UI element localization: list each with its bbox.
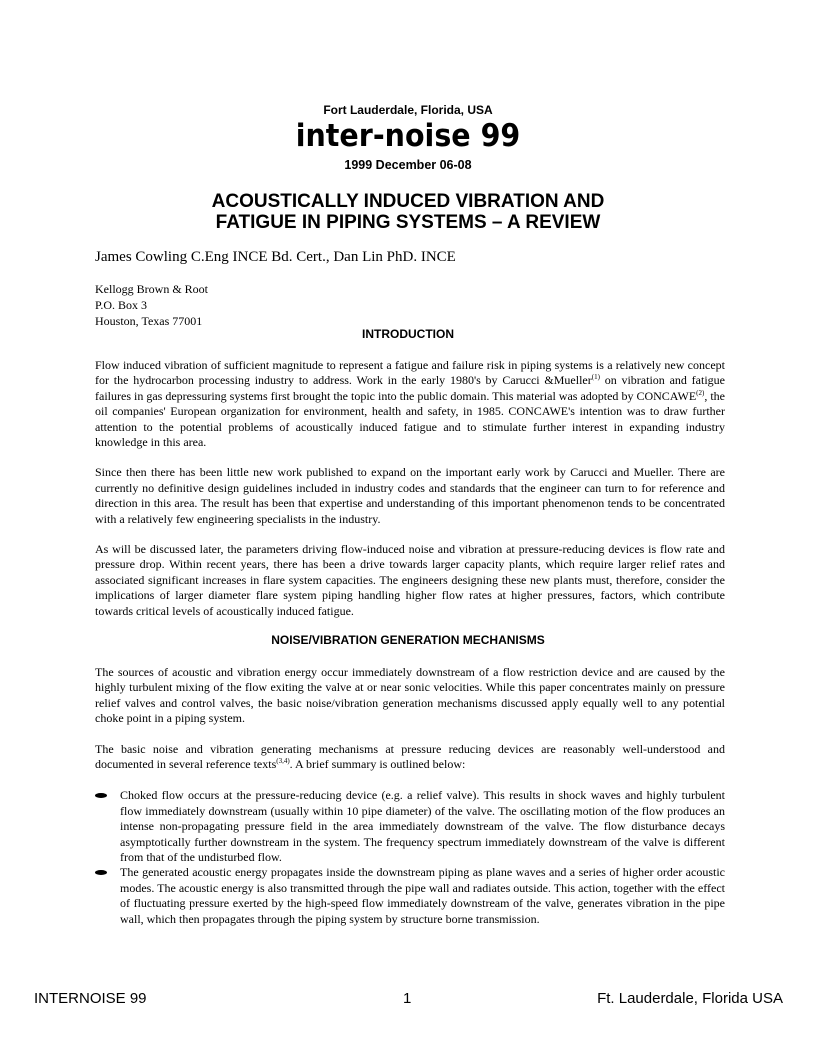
mechanisms-bullet-list <box>95 788 725 927</box>
affiliation-address-2: Houston, Texas 77001 <box>95 314 203 328</box>
list-item: The generated acoustic energy propagates inside the downstream piping as plane waves and a series of higher order acoustic modes. The acoustic energy is also transmitted through the pipe wall and radiates outside. This action, together with the effect of fluctuating pressure exerted by the high-speed flow immediately downstream of the valve, generates vibration in the pipe wall, which then propagates through the piping system by structure borne transmission. <box>95 865 725 927</box>
citation-ref: (2) <box>696 388 705 397</box>
footer-left: INTERNOISE 99 <box>34 990 147 1007</box>
conference-logo: inter-noise 99 <box>295 118 521 154</box>
list-item: Choked flow occurs at the pressure-reducing device (e.g. a relief valve). This results in shock waves and highly turbulent flow immediately downstream (usually within 10 pipe diameter) of the valve. The oscillating motion of the flow produces an intense non-propagating pressure field in the area immediately downstream of the valve. The flow disturbance decays asymptotically further downstream in the system. The frequency spectrum immediately downstream of the valve is different from that of the undisturbed flow. <box>95 788 725 865</box>
mechanisms-paragraph-1: The sources of acoustic and vibration energy occur immediately downstream of a flow restriction device and are caused by the highly turbulent mixing of the flow exiting the valve at or near sonic velocities. While this paper concentrates mainly on pressure relief valves and control valves, the basic noise/vibration generation mechanisms discussed apply equally well to any potential choke point in a piping system. <box>95 665 725 726</box>
introduction-paragraph-1: Flow induced vibration of sufficient magnitude to represent a fatigue and failure risk in piping systems is a relatively new concept for the hydrocarbon processing industry to address. Work in the early 1980's by Carucci &Mueller$^{(1)}$ on vibration and fatigue failures in gas depressuring systems first brought the topic into the public domain. This material was adopted by CONCAWE$^{(2)}$, the oil companies' European organization for environment, health and safety, in 1985. CONCAWE's intention was to draw further attention to the potential problems of acoustically induced fatigue and to stimulate further interest in expanding industry knowledge in this area. <box>95 358 725 450</box>
introduction-paragraph-2: Since then there has been little new work published to expand on the important early work by Carucci and Mueller. There are currently no definitive design guidelines included in industry codes and standards that the engineer can turn to for reference and direction in this area. The result has been that expertise and understanding of this important phenomenon tends to be concentrated with a relatively few engineering specialists in the industry. <box>95 465 725 526</box>
mechanisms-paragraph-2: The basic noise and vibration generating mechanisms at pressure reducing devices are reasonably well-understood and documented in several reference texts$^{(3,4)}$. A brief summary is outlined below: <box>95 741 725 772</box>
paper-title-line-2: FATIGUE IN PIPING SYSTEMS – A REVIEW <box>215 212 601 233</box>
mechanisms-heading: NOISE/VIBRATION GENERATION MECHANISMS <box>271 633 545 647</box>
bullet-icon <box>95 870 107 875</box>
paper-title <box>0 191 816 233</box>
conference-dates: 1999 December 06-08 <box>344 158 472 172</box>
introduction-body <box>95 358 725 634</box>
bullet-icon <box>95 793 107 798</box>
paper-title-line-1: ACOUSTICALLY INDUCED VIBRATION AND <box>211 191 605 212</box>
citation-ref: (3,4) <box>276 757 290 766</box>
introduction-paragraph-3: As will be discussed later, the parameters driving flow-induced noise and vibration at pressure-reducing devices is flow rate and pressure drop. Within recent years, there has been a drive towards larger capacity plants, which require larger relief rates and associated significant increases in flare system capacities. The engineers designing these new plants must, therefore, consider the implications of larger diameter flare system piping handling higher flow rates at higher pressures, factors, which contribute towards critical levels of acoustically induced fatigue. <box>95 542 725 618</box>
footer-right: Ft. Lauderdale, Florida USA <box>597 990 783 1007</box>
footer-page-number: 1 <box>403 990 412 1007</box>
mechanisms-body <box>95 665 725 927</box>
conference-location: Fort Lauderdale, Florida, USA <box>323 103 493 117</box>
affiliation <box>95 281 208 329</box>
authors: James Cowling C.Eng INCE Bd. Cert., Dan Lin PhD. INCE <box>95 249 456 265</box>
citation-ref: (1) <box>591 373 600 382</box>
affiliation-company: Kellogg Brown & Root <box>95 282 208 296</box>
affiliation-address-1: P.O. Box 3 <box>95 298 148 312</box>
introduction-heading: INTRODUCTION <box>362 327 454 341</box>
